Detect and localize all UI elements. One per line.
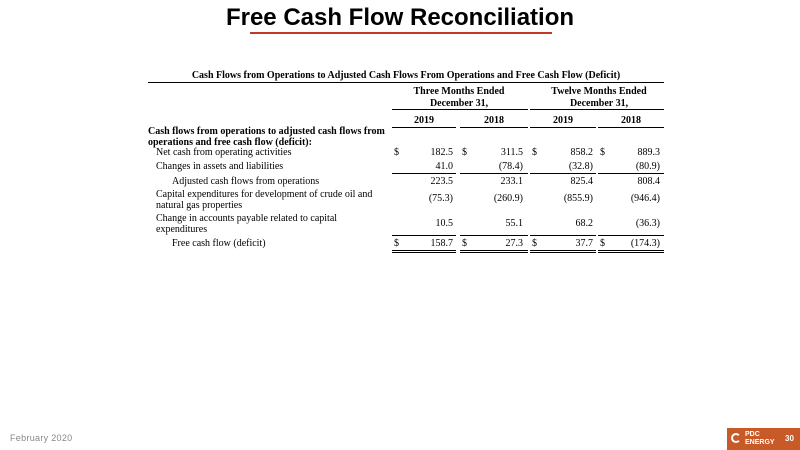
table-cell: (75.3) — [428, 193, 453, 204]
dollar-sign: $ — [394, 147, 399, 158]
subtotal-rule — [598, 173, 664, 174]
subtotal-rule — [460, 173, 528, 174]
table-cell: (946.4) — [630, 193, 660, 204]
year-header: 2019 — [414, 115, 434, 126]
dollar-sign: $ — [532, 147, 537, 158]
row-label: Change in accounts payable related to capital expenditures — [156, 213, 338, 235]
total-rule — [598, 235, 664, 236]
year-rule — [530, 127, 596, 128]
row-label: Free cash flow (deficit) — [172, 238, 266, 249]
double-rule — [598, 252, 664, 253]
row-label: Net cash from operating activities — [156, 147, 292, 158]
subtotal-rule — [530, 173, 596, 174]
dollar-sign: $ — [462, 147, 467, 158]
logo-icon — [731, 433, 741, 443]
table-cell: 825.4 — [570, 176, 593, 187]
double-rule — [530, 252, 596, 253]
table-cell: (260.9) — [493, 193, 523, 204]
year-header: 2018 — [484, 115, 504, 126]
total-rule — [530, 235, 596, 236]
subtotal-rule — [392, 173, 456, 174]
table-cell: 41.0 — [435, 161, 453, 172]
caption-rule — [148, 82, 664, 83]
table-cell: 182.5 — [430, 147, 453, 158]
table-cell: (36.3) — [635, 218, 660, 229]
table-cell: 55.1 — [505, 218, 523, 229]
row-label: Adjusted cash flows from operations — [172, 176, 320, 187]
dollar-sign: $ — [532, 238, 537, 249]
year-header: 2018 — [621, 115, 641, 126]
table-cell: 37.7 — [575, 238, 593, 249]
table-cell: 27.3 — [505, 238, 523, 249]
table-cell: (80.9) — [635, 161, 660, 172]
table-caption: Cash Flows from Operations to Adjusted Cash Flows From Operations and Free Cash Flow (Deficit) — [191, 70, 621, 81]
table-cell: 223.5 — [430, 176, 453, 187]
table-cell: (855.9) — [563, 193, 593, 204]
dollar-sign: $ — [462, 238, 467, 249]
double-rule — [460, 252, 528, 253]
year-rule — [598, 127, 664, 128]
page-number: 30 — [779, 428, 800, 450]
table-cell: 808.4 — [637, 176, 660, 187]
row-label: Changes in assets and liabilities — [156, 161, 284, 172]
table-cell: 233.1 — [500, 176, 523, 187]
table-cell: 68.2 — [575, 218, 593, 229]
group-header-twelve-months: Twelve Months Ended December 31, — [551, 86, 647, 109]
table-cell: (32.8) — [568, 161, 593, 172]
table-cell: (78.4) — [498, 161, 523, 172]
dollar-sign: $ — [394, 238, 399, 249]
group-rule-three — [392, 109, 528, 110]
year-rule — [460, 127, 528, 128]
year-rule — [392, 127, 456, 128]
double-rule — [460, 250, 528, 251]
row-label: Capital expenditures for development of crude oil and natural gas properties — [156, 189, 373, 211]
logo-text: PDC ENERGY — [745, 431, 775, 446]
year-header: 2019 — [553, 115, 573, 126]
table-cell: 10.5 — [435, 218, 453, 229]
double-rule — [392, 252, 456, 253]
double-rule — [598, 250, 664, 251]
section-label: Cash flows from operations to adjusted cash flows from operations and free cash flow (deficit): — [148, 126, 385, 148]
table-cell: 858.2 — [570, 147, 593, 158]
table-cell: 158.7 — [430, 238, 453, 249]
total-rule — [460, 235, 528, 236]
dollar-sign: $ — [600, 147, 605, 158]
company-logo — [727, 428, 779, 450]
table-cell: (174.3) — [630, 238, 660, 249]
group-header-three-months: Three Months Ended December 31, — [413, 86, 505, 109]
dollar-sign: $ — [600, 238, 605, 249]
double-rule — [392, 250, 456, 251]
table-cell: 311.5 — [500, 147, 523, 158]
page-title: Free Cash Flow Reconciliation — [225, 4, 575, 31]
double-rule — [530, 250, 596, 251]
footer-date: February 2020 — [10, 433, 73, 443]
total-rule — [392, 235, 456, 236]
group-rule-twelve — [530, 109, 664, 110]
table-cell: 889.3 — [637, 147, 660, 158]
